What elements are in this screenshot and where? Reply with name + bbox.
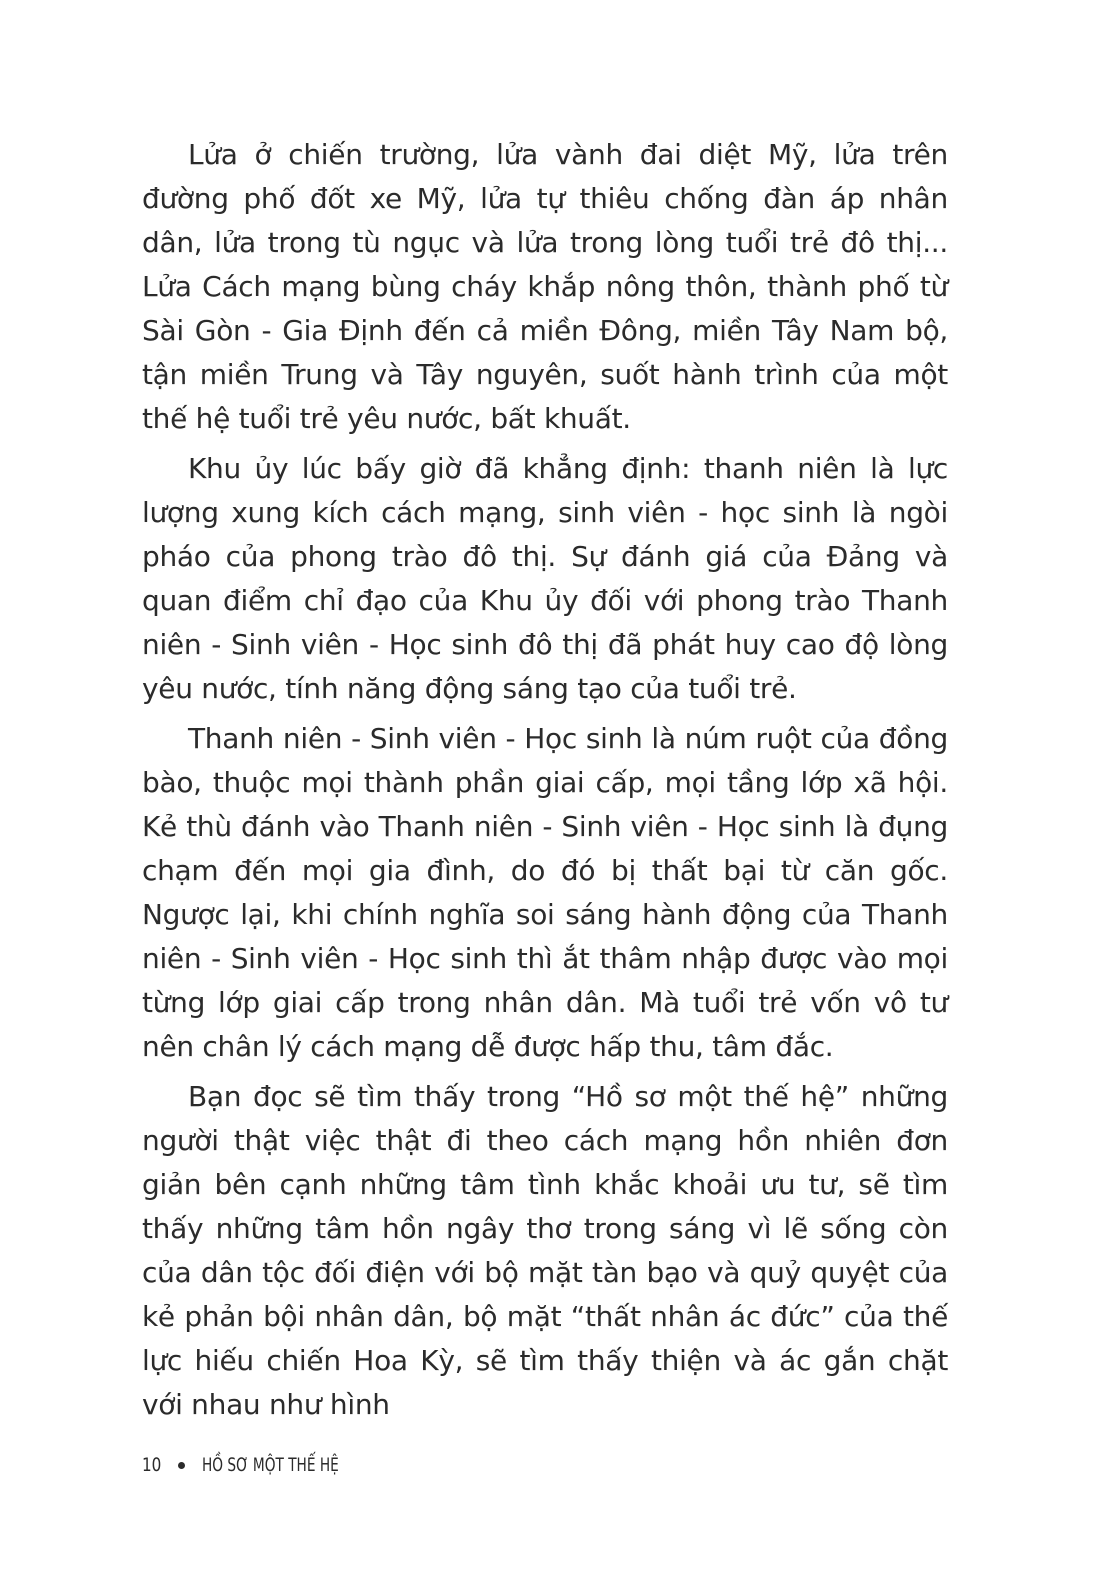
- page-number: 10: [142, 1454, 162, 1476]
- body-text: [142, 133, 948, 1433]
- paragraph-2: Khu ủy lúc bấy giờ đã khẳng định: thanh niên là lực lượng xung kích cách mạng, sinh viên - học sinh là ngòi pháo của phong trào đô thị. Sự đánh giá của Đảng và quan điểm chỉ đạo của Khu ủy đối với phong trào Thanh niên - Sinh viên - Học sinh đô thị đã phát huy cao độ lòng yêu nước, tính năng động sáng tạo của tuổi trẻ.: [142, 452, 948, 705]
- bullet-separator-icon: [178, 1462, 185, 1469]
- paragraph-4: Bạn đọc sẽ tìm thấy trong “Hồ sơ một thế hệ” những người thật việc thật đi theo cách mạng hồn nhiên đơn giản bên cạnh những tâm tình khắc khoải ưu tư, sẽ tìm thấy những tâm hồn ngây thơ trong sáng vì lẽ sống còn của dân tộc đối điện với bộ mặt tàn bạo và quỷ quyệt của kẻ phản bội nhân dân, bộ mặt “thất nhân ác đức” của thế lực hiếu chiến Hoa Kỳ, sẽ tìm thấy thiện và ác gắn chặt với nhau như hình: [142, 1080, 948, 1421]
- running-title: HỒ SƠ MỘT THẾ HỆ: [202, 1454, 339, 1476]
- page-footer: [142, 1452, 392, 1478]
- paragraph-3: Thanh niên - Sinh viên - Học sinh là núm ruột của đồng bào, thuộc mọi thành phần giai cấp, mọi tầng lớp xã hội. Kẻ thù đánh vào Thanh niên - Sinh viên - Học sinh là đụng chạm đến mọi gia đình, do đó bị thất bại từ căn gốc. Ngược lại, khi chính nghĩa soi sáng hành động của Thanh niên - Sinh viên - Học sinh thì ắt thâm nhập được vào mọi từng lớp giai cấp trong nhân dân. Mà tuổi trẻ vốn vô tư nên chân lý cách mạng dễ được hấp thu, tâm đắc.: [142, 722, 948, 1063]
- paragraph-1: Lửa ở chiến trường, lửa vành đai diệt Mỹ, lửa trên đường phố đốt xe Mỹ, lửa tự thiêu chống đàn áp nhân dân, lửa trong tù ngục và lửa trong lòng tuổi trẻ đô thị... Lửa Cách mạng bùng cháy khắp nông thôn, thành phố từ Sài Gòn - Gia Định đến cả miền Đông, miền Tây Nam bộ, tận miền Trung và Tây nguyên, suốt hành trình của một thế hệ tuổi trẻ yêu nước, bất khuất.: [142, 138, 948, 435]
